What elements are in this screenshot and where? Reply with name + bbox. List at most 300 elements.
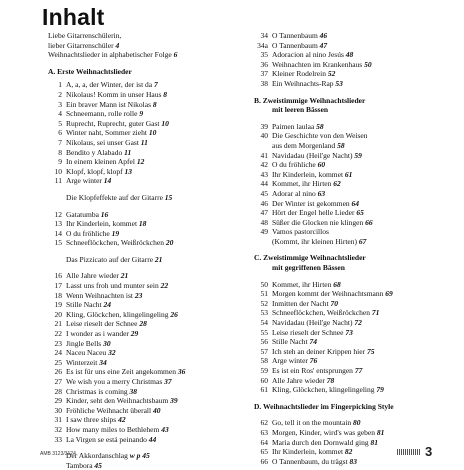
entry-page: 53 — [335, 78, 343, 88]
spacer — [48, 186, 238, 193]
entry-title: Kommet, ihr Hirten — [272, 179, 334, 189]
toc-entry — [48, 80, 238, 90]
entry-number: 36 — [260, 59, 268, 69]
entry-number: 57 — [260, 346, 268, 356]
toc-entry — [48, 157, 238, 167]
entry-title: Der Winter ist gekommen — [272, 198, 352, 208]
toc-entry — [48, 377, 238, 387]
entry-page: 20 — [165, 238, 174, 248]
entry-page: 40 — [152, 405, 161, 415]
toc-entry — [48, 310, 238, 320]
entry-number: 4 — [58, 109, 62, 119]
toc-entry — [48, 406, 238, 416]
entry-number: 29 — [54, 396, 62, 406]
toc-entry — [254, 438, 454, 448]
entry-number: 6 — [58, 128, 62, 138]
toc-entry — [48, 339, 238, 349]
entry-title: Maria durch den Dornwald ging — [272, 437, 371, 447]
entry-title: Es ist ein Ros' entsprungen — [272, 366, 355, 375]
page-number: 3 — [425, 444, 433, 459]
entry-number: 54 — [260, 318, 268, 328]
section-heading-text: C. Zweistimmige Weihnachtslieder — [254, 253, 366, 263]
entry-title: Klopf, klopf, klopf — [66, 166, 125, 176]
toc-entry — [254, 31, 454, 41]
entry-page: 30 — [103, 338, 111, 348]
entry-number: 14 — [54, 228, 62, 238]
entry-title: Alle Jahre wieder — [66, 271, 121, 281]
toc-entry — [254, 131, 454, 141]
entry-title: Vamos pastorcillos — [272, 227, 329, 237]
toc-entry — [254, 385, 454, 395]
entry-page: 14 — [103, 176, 112, 186]
entry-page: 10 — [148, 128, 157, 138]
toc-entry — [254, 328, 454, 338]
entry-page: 46 — [319, 31, 328, 40]
entry-number: 61 — [260, 385, 268, 395]
entry-page: w p 45 — [129, 451, 150, 461]
toc-entry — [48, 219, 238, 229]
entry-title: Morgen kommt der Weihnachtsmann — [272, 289, 386, 299]
entry-title: Wenn Weihnachten ist — [66, 290, 135, 300]
entry-number: 43 — [260, 169, 268, 179]
entry-title: Es ist für uns eine Zeit angekommen — [66, 367, 178, 377]
entry-title: lieber Gitarrenschüler — [48, 40, 116, 50]
entry-page: 16 — [100, 209, 109, 219]
entry-title: A, a, a, der Winter, der ist da — [66, 80, 154, 90]
entry-title: How many miles to Bethlehem — [66, 424, 162, 434]
entry-page: 67 — [358, 236, 367, 246]
entry-number: 63 — [260, 427, 268, 437]
spacer — [254, 115, 454, 122]
entry-title: Kinder, seht den Weihnachtsbaum — [66, 396, 171, 406]
entry-page: 44 — [148, 434, 157, 444]
toc-entry — [48, 90, 238, 100]
entry-number: 55 — [260, 327, 268, 337]
entry-title: Tambora — [66, 460, 95, 470]
toc-entry — [254, 218, 454, 228]
entry-number: 18 — [54, 290, 62, 300]
toc-entry — [48, 119, 238, 129]
entry-number: 66 — [260, 456, 268, 466]
entry-page: 11 — [140, 137, 148, 147]
entry-number: 46 — [260, 198, 268, 208]
entry-title: Alle Jahre wieder — [272, 375, 327, 385]
entry-title: Go, tell it on the mountain — [272, 418, 354, 428]
entry-page: 4 — [115, 40, 120, 50]
entry-number: 5 — [58, 118, 62, 128]
entry-number: 30 — [54, 405, 62, 415]
entry-title: Ihr Kinderlein, kommet — [272, 447, 345, 457]
entry-page: 22 — [160, 281, 169, 291]
toc-text-line — [48, 31, 238, 41]
entry-page: 15 — [164, 192, 173, 202]
toc-entry — [254, 428, 454, 438]
entry-page: 52 — [327, 69, 336, 79]
entry-title: Ein Weihnachts-Rap — [272, 78, 336, 88]
toc-entry — [48, 128, 238, 138]
toc-entry — [254, 366, 454, 376]
entry-number: 16 — [54, 271, 62, 281]
entry-title: Ein braver Mann ist Nikolas — [66, 99, 153, 109]
entry-number: 23 — [54, 338, 62, 348]
entry-number: 44 — [260, 179, 268, 189]
entry-title: Weihnachtslieder in alphabetischer Folge — [48, 50, 174, 60]
toc-entry — [254, 318, 454, 328]
toc-entry — [48, 176, 238, 186]
toc-entry — [48, 138, 238, 148]
entry-page: 8 — [163, 89, 168, 99]
section-heading — [254, 402, 454, 412]
entry-page: 23 — [134, 290, 143, 300]
toc-entry — [48, 271, 238, 281]
section-heading — [254, 263, 454, 273]
toc-entry — [48, 425, 238, 435]
toc-entry — [254, 208, 454, 218]
entry-page: 24 — [103, 300, 111, 310]
entry-title: Schneemann, rolle rolle — [66, 109, 140, 119]
entry-number: 59 — [260, 366, 268, 375]
entry-number: 41 — [260, 150, 268, 160]
toc-entry — [48, 367, 238, 377]
entry-number: 34a — [257, 40, 268, 50]
entry-page: 19 — [111, 228, 120, 238]
toc-entry — [254, 227, 454, 237]
toc-text-line — [48, 451, 238, 461]
entry-title: In einem kleinen Apfel — [66, 157, 137, 167]
toc-entry — [254, 337, 454, 347]
section-heading-text: B. Zweistimmige Weihnachtslieder — [254, 95, 366, 105]
entry-page: 75 — [366, 346, 375, 356]
toc-text-line — [48, 50, 238, 60]
entry-title: I saw three ships — [66, 415, 119, 425]
section-heading — [254, 253, 454, 263]
section-heading-text: mit leeren Bässen — [272, 105, 329, 115]
entry-page: 65 — [356, 208, 364, 218]
spacer — [48, 444, 238, 451]
entry-page: 28 — [139, 319, 147, 329]
toc-entry — [48, 348, 238, 358]
entry-number: 15 — [54, 238, 62, 248]
entry-number: 37 — [260, 69, 268, 79]
entry-page: 77 — [354, 366, 363, 375]
toc-entry — [48, 281, 238, 291]
entry-number: 34 — [260, 31, 268, 40]
entry-title: Lasst uns froh und munter sein — [66, 281, 161, 291]
toc-entry — [48, 167, 238, 177]
entry-page: 81 — [376, 427, 385, 437]
toc-entry — [48, 358, 238, 368]
toc-entry — [48, 387, 238, 397]
entry-title: Jingle Bells — [66, 338, 104, 348]
entry-page: 50 — [364, 59, 372, 69]
entry-page: 68 — [333, 279, 341, 289]
toc-entry — [48, 148, 238, 158]
toc-entry — [48, 109, 238, 119]
toc-text-line — [254, 237, 454, 247]
entry-page: 48 — [345, 50, 354, 60]
spacer — [254, 89, 454, 96]
entry-page: 18 — [138, 219, 147, 229]
entry-title: Ruprecht, Ruprecht, guter Gast — [66, 118, 162, 128]
entry-page: 8 — [152, 99, 157, 109]
entry-number: 33 — [54, 434, 62, 444]
entry-page: 39 — [170, 396, 178, 406]
page-title: Inhalt — [42, 4, 105, 30]
entry-title: Inmitten der Nacht — [272, 298, 331, 308]
entry-title: Leise rieselt der Schnee — [272, 327, 346, 337]
entry-number: 39 — [260, 121, 268, 131]
toc-entry — [48, 415, 238, 425]
entry-page: 73 — [345, 327, 353, 337]
toc-left-column — [48, 31, 238, 470]
entry-number: 62 — [260, 418, 268, 428]
entry-number: 24 — [54, 348, 62, 358]
entry-page: 38 — [129, 386, 138, 396]
entry-number: 17 — [54, 281, 62, 291]
section-heading — [48, 67, 238, 77]
spacer — [48, 248, 238, 255]
entry-title: Das Pizzicato auf der Gitarre — [66, 254, 155, 264]
entry-number: 64 — [260, 437, 268, 447]
entry-page: 21 — [120, 271, 129, 281]
entry-number: 58 — [260, 356, 268, 366]
entry-title: Winterzeit — [66, 357, 100, 367]
entry-title: Ich steh an deiner Krippen hier — [272, 346, 367, 356]
entry-title: Paimen laulaa — [272, 121, 317, 131]
entry-title: Die Klopfeffekte auf der Gitarre — [66, 192, 165, 202]
entry-page: 42 — [118, 415, 126, 425]
entry-number: 42 — [260, 160, 268, 170]
entry-number: 65 — [260, 447, 268, 457]
toc-entry — [254, 376, 454, 386]
entry-page: 81 — [370, 437, 379, 447]
toc-entry — [254, 160, 454, 170]
toc-entry — [254, 170, 454, 180]
toc-entry — [254, 457, 454, 467]
entry-number: 38 — [260, 78, 268, 88]
toc-entry — [48, 329, 238, 339]
entry-number: 11 — [54, 176, 62, 186]
entry-page: 64 — [351, 198, 360, 208]
entry-number: 49 — [260, 227, 268, 237]
entry-title: Hört der Engel helle Lieder — [272, 208, 357, 218]
toc-right-column — [254, 31, 454, 466]
barcode-decoration — [397, 449, 421, 455]
entry-number: 32 — [54, 424, 62, 434]
spacer — [254, 246, 454, 253]
entry-title: O du fröhliche — [66, 228, 112, 238]
section-heading — [254, 105, 454, 115]
entry-title: Der Akkordanschlag — [66, 451, 130, 461]
entry-number: 8 — [58, 147, 62, 157]
entry-page: 45 — [94, 460, 102, 470]
entry-number: 53 — [260, 308, 268, 318]
toc-entry — [254, 50, 454, 60]
entry-number: 45 — [260, 188, 268, 198]
entry-page: 37 — [164, 377, 172, 386]
spacer — [254, 273, 454, 280]
entry-page: 36 — [177, 367, 186, 377]
toc-entry — [48, 238, 238, 248]
section-heading-text: D. Weihnachtslieder im Fingerpicking Style — [254, 401, 394, 411]
entry-number: 12 — [54, 209, 62, 219]
entry-title: Schneeflöckchen, Weißröckchen — [272, 308, 372, 318]
entry-number: 21 — [54, 319, 62, 329]
entry-number: 47 — [260, 208, 268, 218]
entry-page: 82 — [344, 447, 353, 457]
toc-entry — [254, 280, 454, 290]
entry-title: Die Geschichte von den Weisen — [272, 131, 368, 141]
entry-title: Naceu Naceu — [66, 348, 109, 358]
entry-page: 32 — [108, 348, 116, 358]
toc-entry — [48, 300, 238, 310]
entry-title: Christmas is coming — [66, 386, 130, 396]
entry-page: 7 — [153, 80, 158, 90]
entry-title: Stille Nacht — [66, 300, 104, 310]
entry-title: O Tannenbaum — [272, 40, 320, 50]
entry-title: Fröhliche Weihnacht überall — [66, 405, 153, 415]
entry-page: 58 — [337, 140, 345, 150]
entry-title: Arge winter — [66, 176, 104, 186]
entry-title: Ihr Kinderlein, kommet — [272, 169, 345, 179]
entry-number: 13 — [54, 219, 62, 229]
entry-page: 76 — [309, 356, 318, 366]
entry-page: 60 — [317, 160, 326, 170]
toc-text-line — [254, 141, 454, 151]
entry-title: O Tannenbaum, du trägst — [272, 456, 350, 466]
entry-page: 63 — [317, 188, 326, 198]
toc-text-line — [48, 461, 238, 470]
entry-page: 47 — [319, 40, 328, 50]
toc-text-line — [48, 193, 238, 203]
entry-number: 51 — [260, 289, 268, 299]
entry-number: 40 — [260, 131, 268, 141]
toc-entry — [48, 100, 238, 110]
entry-title: Adorar al nino — [272, 188, 318, 198]
entry-number: 50 — [260, 279, 268, 289]
entry-title: We wish you a merry Christmas — [66, 377, 165, 386]
entry-number: 28 — [54, 386, 62, 396]
toc-entry — [48, 319, 238, 329]
entry-page: 12 — [136, 157, 145, 167]
entry-title: Navidadau (Heil'ge Nacht) — [272, 150, 355, 160]
entry-number: 52 — [260, 298, 268, 308]
toc-entry — [254, 179, 454, 189]
entry-title: Kleiner Rodelrein — [272, 69, 328, 79]
spacer — [48, 264, 238, 271]
entry-page: 74 — [309, 337, 317, 347]
entry-number: 7 — [58, 137, 62, 147]
entry-page: 72 — [354, 318, 362, 328]
entry-title: Süßer die Glocken nie klingen — [272, 217, 366, 227]
entry-title: Liebe Gitarrenschülerin, — [48, 31, 122, 40]
entry-title: Adoracion al nino Jesús — [272, 50, 346, 60]
entry-number: 26 — [54, 367, 62, 377]
toc-entry — [254, 151, 454, 161]
entry-page: 34 — [99, 357, 107, 367]
toc-entry — [254, 199, 454, 209]
toc-entry — [254, 308, 454, 318]
page-number-badge — [397, 444, 441, 459]
entry-title: aus dem Morgenland — [272, 140, 338, 150]
entry-title: Arge winter — [272, 356, 310, 366]
toc-entry — [48, 435, 238, 445]
entry-title: Bendito y Alabado — [66, 147, 125, 157]
entry-number: 56 — [260, 337, 268, 347]
entry-page: 61 — [344, 169, 353, 179]
toc-entry — [254, 122, 454, 132]
toc-entry — [48, 210, 238, 220]
entry-title: O du fröhliche — [272, 160, 318, 170]
toc-text-line — [48, 41, 238, 51]
spacer — [254, 411, 454, 418]
entry-number: 48 — [260, 217, 268, 227]
entry-number: 19 — [54, 300, 62, 310]
entry-page: 59 — [354, 150, 362, 160]
entry-title: Weihnachten im Krankenhaus — [272, 59, 365, 69]
entry-title: Schneeflöckchen, Weißröckchen — [66, 238, 166, 248]
spacer — [48, 60, 238, 67]
entry-title: Gatatumba — [66, 209, 101, 219]
entry-page: 10 — [161, 118, 169, 128]
entry-number: 10 — [54, 166, 62, 176]
toc-entry — [254, 79, 454, 89]
entry-title: Morgen, Kinder, wird's was geben — [272, 427, 377, 437]
entry-title: Nikolaus! Komm in unser Haus — [66, 89, 164, 99]
entry-title: Nikolaus, sei unser Gast — [66, 137, 141, 147]
toc-entry — [48, 396, 238, 406]
entry-number: 9 — [58, 157, 62, 167]
entry-title: Navidadau (Heil'ge Nacht) — [272, 318, 355, 328]
entry-page: 9 — [139, 109, 144, 119]
entry-page: 62 — [333, 179, 341, 189]
entry-number: 27 — [54, 377, 62, 386]
entry-page: 13 — [124, 166, 133, 176]
entry-number: 22 — [54, 329, 62, 339]
toc-entry — [254, 189, 454, 199]
entry-page: 66 — [365, 217, 373, 227]
entry-title: Kommet, ihr Hirten — [272, 279, 334, 289]
entry-page: 6 — [173, 50, 178, 60]
toc-entry — [254, 418, 454, 428]
toc-entry — [254, 299, 454, 309]
toc-entry — [48, 229, 238, 239]
entry-page: 80 — [353, 418, 361, 428]
entry-page: 78 — [326, 375, 335, 385]
entry-title: Kling, Glöckchen, klingelingeling — [272, 385, 377, 395]
entry-number: 60 — [260, 375, 268, 385]
section-heading-text: mit gegriffenen Bässen — [272, 263, 345, 273]
entry-number: 3 — [58, 99, 62, 109]
entry-number: 2 — [58, 89, 62, 99]
entry-page: 11 — [124, 147, 132, 157]
entry-title: Winter naht, Sommer zieht — [66, 128, 149, 138]
entry-page: 21 — [154, 254, 163, 264]
entry-number: 31 — [54, 415, 62, 425]
toc-entry — [254, 356, 454, 366]
section-heading — [254, 96, 454, 106]
entry-number: 1 — [58, 80, 62, 90]
entry-page: 69 — [385, 289, 393, 299]
toc-entry — [48, 291, 238, 301]
entry-page: 29 — [130, 329, 139, 339]
entry-number: 25 — [54, 357, 62, 367]
entry-title: Stille Nacht — [272, 337, 310, 347]
toc-entry — [254, 347, 454, 357]
entry-page: 43 — [161, 424, 169, 434]
spacer — [48, 203, 238, 210]
toc-entry — [254, 289, 454, 299]
